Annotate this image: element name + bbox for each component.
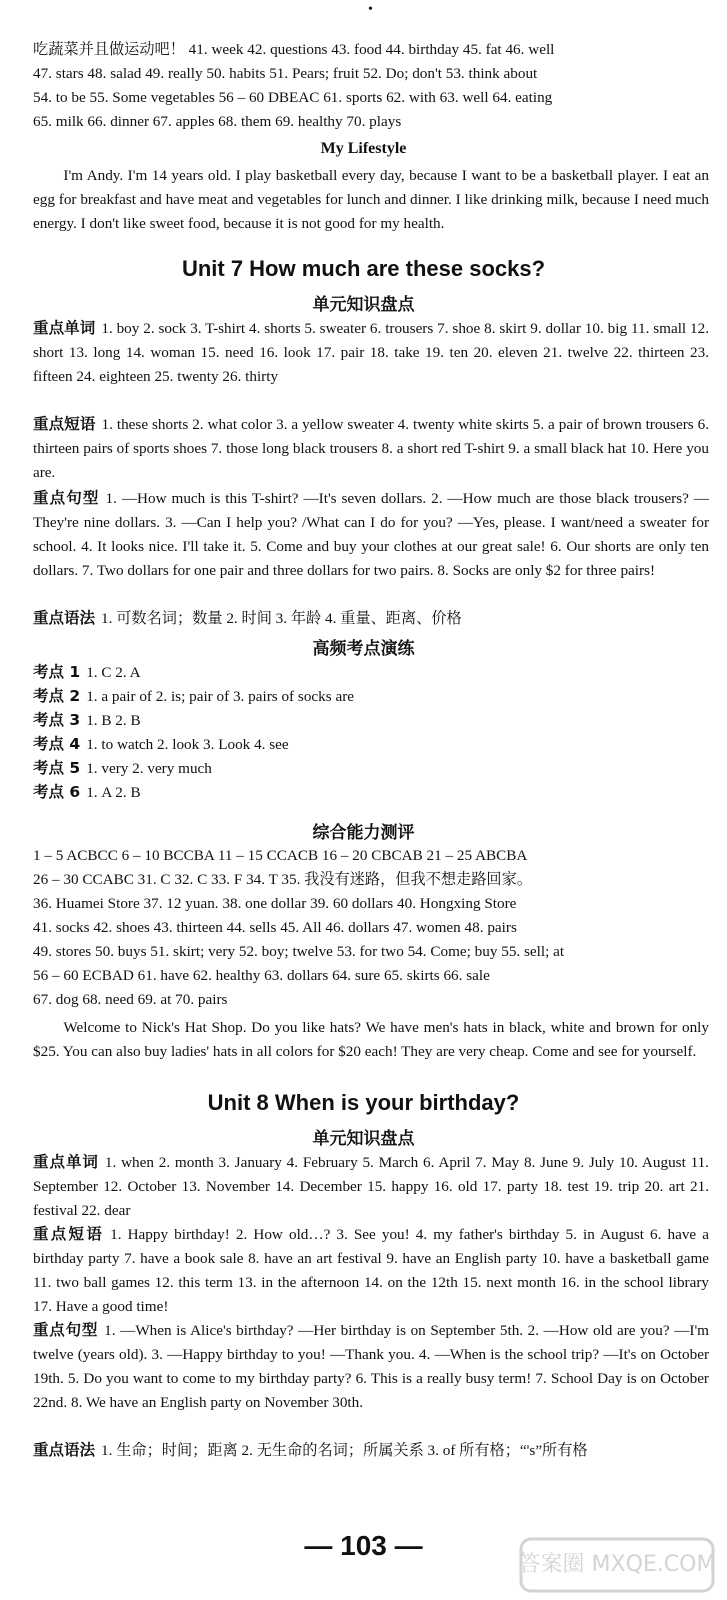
grammar-label: 重点语法 (33, 609, 96, 627)
test-line: 49. stores 50. buys 51. skirt; very 52. boy; twelve 53. for two 54. Come; buy 55. sell; at (33, 943, 565, 960)
kaodian-row (33, 684, 709, 709)
kaodian-row (33, 756, 709, 781)
stray-mark: • (368, 2, 373, 17)
answer-line: 54. to be 55. Some vegetables 56 – 60 DBEAC 61. sports 62. with 63. well 64. eating (33, 89, 553, 106)
unit7-sentences (33, 486, 709, 583)
unit7-words (33, 316, 709, 389)
answer-line: 47. stars 48. salad 49. really 50. habits 51. Pears; fruit 52. Do; don't 53. think about (33, 65, 538, 82)
phrases-text: 1. these shorts 2. what color 3. a yellow sweater 4. twenty white skirts 5. a pair of brown trousers 6. thirteen pairs of sports shoes 7. those long black trousers 8. a short red T-shirt 9. a small black hat 10. Here you are. (33, 416, 709, 481)
sentences-label: 重点句型 (33, 1321, 99, 1339)
kaodian-label: 考点 2 (33, 687, 81, 705)
kaodian-row (33, 660, 709, 685)
unit7-phrases (33, 412, 709, 485)
unit8-sentences (33, 1318, 709, 1415)
kaodian-row (33, 708, 709, 733)
unit7-section-test: 综合能力测评 (312, 823, 415, 843)
watermark-text: 答案圈 MXQE.COM (518, 1552, 716, 1577)
page-number: — 103 — (304, 1530, 423, 1561)
kaodian-answer: 1. A 2. B (86, 784, 141, 801)
unit8-words (33, 1150, 709, 1223)
unit7-essay: Welcome to Nick's Hat Shop. Do you like hats? We have men's hats in black, white and brown for only $25. You can also buy ladies' hats in all colors for $20 each! They are very cheap. Come and see for yourself. (33, 1019, 709, 1060)
unit8-section-knowledge: 单元知识盘点 (312, 1129, 415, 1149)
unit8-grammar (33, 1438, 709, 1463)
words-text: 1. when 2. month 3. January 4. February 5. March 6. April 7. May 8. June 9. July 10. August 11. September 12. October 13. November 14. December 15. happy 16. old 17. party 18. test 19. trip 20. art 21. festival 22. dear (33, 1154, 709, 1219)
sentences-label: 重点句型 (33, 489, 100, 507)
words-text: 1. boy 2. sock 3. T-shirt 4. shorts 5. sweater 6. trousers 7. shoe 8. skirt 9. dollar 10. big 11. small 12. short 13. long 14. woman 15. need 16. look 17. pair 18. take 19. ten 20. eleven 21. twelve 22. thirteen 23. fifteen 24. eighteen 25. twenty 26. thirty (33, 320, 709, 385)
kaodian-answer: 1. C 2. A (86, 664, 141, 681)
lifestyle-essay: I'm Andy. I'm 14 years old. I play basketball every day, because I want to be a basketball player. I eat an egg for breakfast and have meat and vegetables for lunch and dinner. I like drinking milk, because I need much energy. I don't like sweet food, because it is not good for my health. (33, 167, 709, 232)
kaodian-label: 考点 3 (33, 711, 81, 729)
answer-line: 65. milk 66. dinner 67. apples 68. them 69. healthy 70. plays (33, 113, 402, 130)
test-line: 56 – 60 ECBAD 61. have 62. healthy 63. dollars 64. sure 65. skirts 66. sale (33, 967, 490, 984)
lifestyle-title: My Lifestyle (320, 140, 407, 157)
phrases-label: 重点短语 (33, 415, 96, 433)
test-line: 26 – 30 CCABC 31. C 32. C 33. F 34. T 35. 我没有迷路，但我不想走路回家。 (33, 871, 532, 888)
kaodian-label: 考点 1 (33, 663, 81, 681)
unit7-section-knowledge: 单元知识盘点 (312, 295, 415, 315)
watermark-logo (517, 1535, 717, 1595)
grammar-text: 1. 可数名词；数量 2. 时间 3. 年龄 4. 重量、距离、价格 (101, 610, 462, 627)
test-line: 36. Huamei Store 37. 12 yuan. 38. one dollar 39. 60 dollars 40. Hongxing Store (33, 895, 517, 912)
kaodian-row (33, 780, 709, 805)
kaodian-answer: 1. a pair of 2. is; pair of 3. pairs of socks are (86, 688, 355, 705)
kaodian-answer: 1. B 2. B (86, 712, 141, 729)
sentences-text: 1. —How much is this T-shirt? —It's seven dollars. 2. —How much are those black trousers? —They're nine dollars. 3. —Can I help you? /What can I do for you? —Yes, please. I want/need a sweater for school. 4. It looks nice. I'll take it. 5. Come and buy your clothes at our great sale! 6. Our shorts are only ten dollars. 7. Two dollars for one pair and three dollars for two pairs. 8. Socks are only $2 for three pairs! (33, 490, 709, 579)
unit8-phrases (33, 1222, 709, 1319)
kaodian-answer: 1. very 2. very much (86, 760, 212, 777)
words-label: 重点单词 (33, 1153, 99, 1171)
unit7-section-drills: 高频考点演练 (312, 639, 415, 659)
answer-line: 吃蔬菜并且做运动吧！ 41. week 42. questions 43. food 44. birthday 45. fat 46. well (33, 41, 555, 58)
grammar-label: 重点语法 (33, 1441, 96, 1459)
test-line: 1 – 5 ACBCC 6 – 10 BCCBA 11 – 15 CCACB 16 – 20 CBCAB 21 – 25 ABCBA (33, 847, 528, 864)
kaodian-answer: 1. to watch 2. look 3. Look 4. see (86, 736, 289, 753)
grammar-text: 1. 生命；时间；距离 2. 无生命的名词；所属关系 3. of 所有格；“'s”所有格 (101, 1442, 588, 1459)
kaodian-label: 考点 5 (33, 759, 81, 777)
kaodian-label: 考点 4 (33, 735, 81, 753)
unit7-grammar (33, 606, 709, 631)
unit7-title: Unit 7 How much are these socks? (181, 256, 546, 281)
kaodian-row (33, 732, 709, 757)
phrases-label: 重点短语 (33, 1225, 105, 1243)
phrases-text: 1. Happy birthday! 2. How old…? 3. See you! 4. my father's birthday 5. in August 6. have a birthday party 7. have a book sale 8. have an art festival 9. have an English party 10. have a basketball game 11. two ball games 12. this term 13. in the afternoon 14. on the 12th 15. next month 16. in the school library 17. Have a good time! (33, 1226, 709, 1315)
unit8-title: Unit 8 When is your birthday? (207, 1090, 520, 1115)
kaodian-label: 考点 6 (33, 783, 81, 801)
sentences-text: 1. —When is Alice's birthday? —Her birthday is on September 5th. 2. —How old are you? —I'm twelve (years old). 3. —Happy birthday to you! —Thank you. 4. —When is the school trip? —It's on October 19th. 5. Do you want to come to my birthday party? 6. This is a really busy term! 7. School Day is on October 22nd. 8. We have an English party on November 30th. (33, 1322, 709, 1411)
test-line: 67. dog 68. need 69. at 70. pairs (33, 991, 228, 1008)
words-label: 重点单词 (33, 319, 96, 337)
test-line: 41. socks 42. shoes 43. thirteen 44. sells 45. All 46. dollars 47. women 48. pairs (33, 919, 517, 936)
